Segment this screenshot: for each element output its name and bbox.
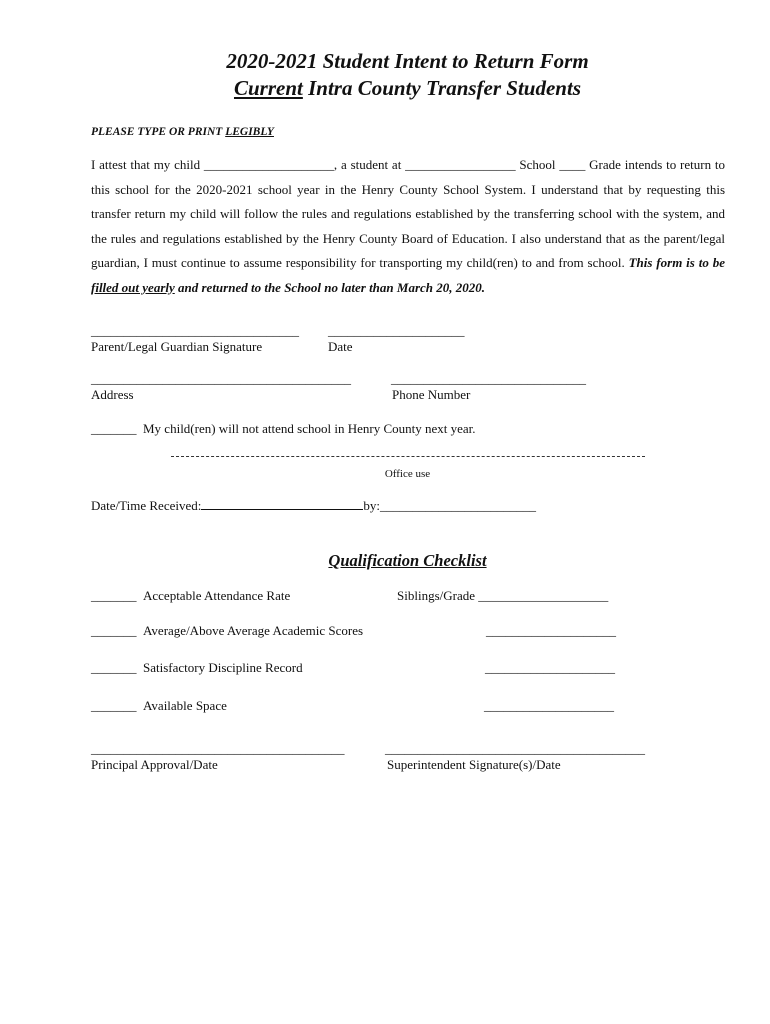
discipline-blank[interactable]: _______ — [91, 660, 137, 675]
instruction-prefix: PLEASE TYPE OR PRINT — [91, 126, 226, 138]
office-use-divider — [171, 456, 645, 457]
attestation-text: I attest that my child ____________________, a student at _________________ School ____ Grade intends to return to this school for the 2020-2021 school year in the Henry County School System. I understand that by requesting this transfer return my child will follow the rules and regulations established by the transferring school with the system, and the rules and regulations established by the Henry County Board of Education. I also understand that as the parent/legal guardian, I must continue to assume responsibility for transporting my child(ren) to and from school. — [91, 157, 725, 270]
attendance-label: Acceptable Attendance Rate — [143, 588, 291, 603]
print-legibly-instruction — [91, 126, 274, 138]
by-label: by: — [363, 498, 380, 513]
deadline-notice-b: and returned to the School no later than March 20, 2020. — [174, 279, 486, 295]
phone-number-label: Phone Number — [392, 387, 471, 402]
deadline-notice-a: This form is to be — [628, 255, 725, 270]
checklist-item — [91, 588, 290, 604]
date-label: Date — [328, 339, 353, 354]
academic-label: Average/Above Average Academic Scores — [143, 623, 364, 638]
principal-approval-field[interactable]: _______________________________________ — [91, 741, 345, 756]
discipline-field[interactable]: ____________________ — [485, 660, 615, 675]
received-by-field[interactable]: ________________________ — [379, 498, 536, 513]
superintendent-signature-field[interactable]: ________________________________________ — [385, 741, 645, 756]
attendance-blank[interactable]: _______ — [91, 588, 137, 603]
qualification-checklist-title: Qualification Checklist — [328, 551, 487, 570]
not-attending-blank[interactable]: _______ — [91, 421, 137, 436]
not-attending-row — [91, 421, 476, 437]
principal-approval-label: Principal Approval/Date — [91, 757, 218, 772]
parent-signature-label: Parent/Legal Guardian Signature — [91, 339, 263, 354]
superintendent-signature-label: Superintendent Signature(s)/Date — [387, 757, 561, 772]
date-received-field[interactable] — [201, 496, 363, 510]
office-use-label: Office use — [384, 468, 431, 480]
academic-blank[interactable]: _______ — [91, 623, 137, 638]
signature-date-field[interactable]: _____________________ — [328, 323, 465, 338]
parent-signature-field[interactable]: ________________________________ — [91, 323, 299, 338]
date-received-row — [91, 496, 536, 514]
attestation-paragraph — [91, 153, 725, 300]
checklist-item — [91, 623, 363, 639]
phone-number-field[interactable]: ______________________________ — [391, 371, 586, 386]
address-label: Address — [91, 387, 134, 402]
date-received-label: Date/Time Received: — [91, 498, 202, 513]
form-title: 2020-2021 Student Intent to Return Form — [226, 49, 589, 73]
discipline-label: Satisfactory Discipline Record — [143, 660, 303, 675]
checklist-item — [91, 698, 227, 714]
academic-field[interactable]: ____________________ — [486, 623, 616, 638]
subtitle-underlined-word: Current — [233, 76, 303, 100]
not-attending-text: My child(ren) will not attend school in Henry County next year. — [143, 421, 476, 436]
filled-out-yearly: filled out yearly — [91, 279, 175, 295]
checklist-item — [91, 660, 303, 676]
space-blank[interactable]: _______ — [91, 698, 137, 713]
space-label: Available Space — [143, 698, 227, 713]
address-field[interactable]: ________________________________________ — [91, 371, 351, 386]
siblings-grade-field[interactable]: Siblings/Grade ____________________ — [397, 588, 609, 603]
instruction-underlined: LEGIBLY — [225, 126, 274, 138]
space-field[interactable]: ____________________ — [484, 698, 614, 713]
form-subtitle — [0, 75, 770, 101]
subtitle-rest: Intra County Transfer Students — [302, 76, 581, 100]
